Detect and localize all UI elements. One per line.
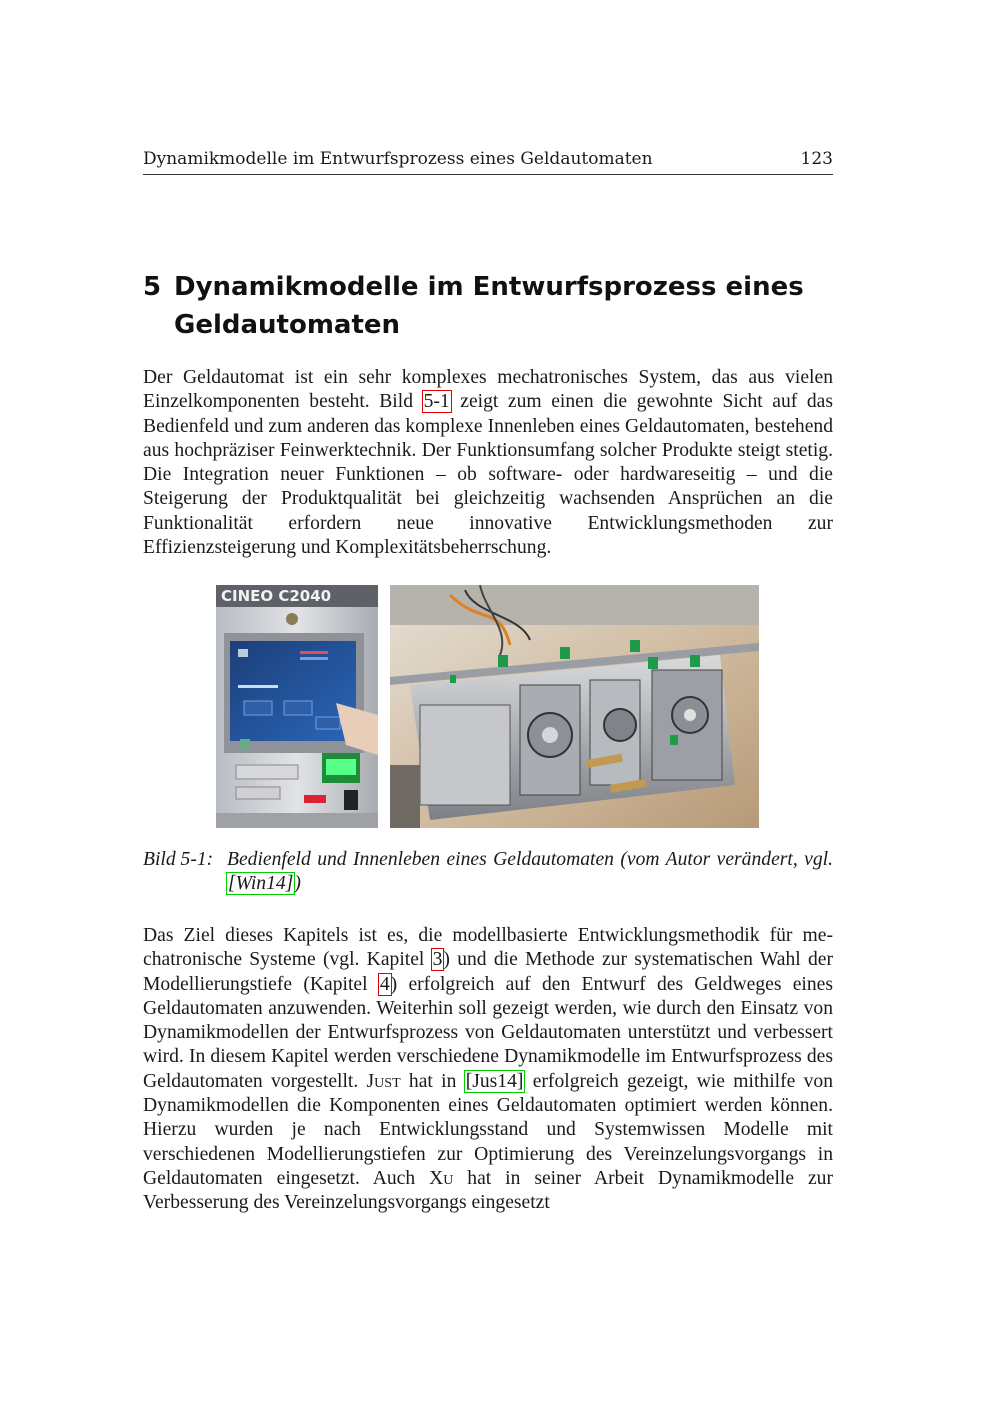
citation-link[interactable]: [Jus14] [465,1070,524,1092]
author-name: Just [366,1070,401,1092]
running-header [143,147,833,175]
caption-label: Bild 5-1: [143,849,214,870]
figure-ref-link[interactable]: 5-1 [423,391,450,413]
text-run: hat in [400,1070,465,1092]
atm-mechanism-photo [390,585,759,828]
paragraph-intro [143,366,833,560]
caption-text [227,848,833,897]
text-run: Das Ziel dieses Kapitels ist es, die modellbasierte Entwicklungsmethodik für mechatronische Systeme (vgl. Kapitel [143,925,833,971]
text-run: zeigt zum einen die gewohnte Sicht auf das Bedienfeld und zum anderen das komplexe Innenleben eines Geldautomaten, bestehend aus hochpräziser Feinwerktechnik. Der Funktionsumfang solcher Produkte steigt stetig. Die Integration neuer Funktionen – ob software- oder hardwareseitig – und die Steigerung der Produktqualität bei gleichzeitig wachsenden Ansprüchen an die Funktionalität erfordern neue innovative Entwicklungsmethoden zur Effizienzsteigerung und Komplexitätsbeherrschung. [143,391,833,559]
text-run: Der Geldautomat ist ein sehr komplexes mechatronisches System, das aus vielen Einzelkomponenten besteht. Bild [143,367,833,413]
chapter-title: Dynamikmodelle im Entwurfsprozess eines Geldautomaten [174,272,804,340]
page-number: 123 [800,149,833,169]
chapter-ref-link[interactable]: 4 [379,973,390,995]
text-run: ) und die Methode zur systematischen Wahl der Modellierungstiefe (Kapitel [143,949,833,995]
paragraph-goal [143,924,833,1216]
text-run: erfolgreich gezeigt, wie mithilfe von Dynamikmodellen die Komponenten eines Geldautomaten optimiert werden können. Hierzu wurden je nach Entwicklungsstand und Systemwissen Modelle mit verschiedenen Modellierungstiefen zur Optimierung des Vereinzelungsvorgangs in Geldautomaten eingesetzt. Auch [143,1070,834,1189]
text-run: ) erfolgreich auf den Entwurf des Geldweges eines Geldautomaten anzuwenden. Weiterhin soll gezeigt werden, wie durch den Einsatz von Dynamikmodellen der Entwurfsprozess von Geldautomaten unterstützt und verbessert wird. In diesem Kapitel werden verschiedene Dynamikmodelle im Entwurfsprozess des Geldautomaten vorgestellt. [143,973,833,1092]
citation-link[interactable]: [Win14] [228,873,294,895]
running-title: Dynamikmodelle im Entwurfsprozess eines Geldautomaten [143,149,653,169]
chapter-number: 5 [143,272,162,302]
atm-brand-text: CINEO C2040 [221,587,332,605]
author-name: Xu [429,1167,454,1189]
atm-front-photo [216,585,378,828]
text-run: Bedienfeld und Innenleben eines Geldautomaten (vom Autor verändert, vgl. [227,849,833,870]
text-run: hat in seiner Arbeit Dynamikmodelle zur Verbesserung des Vereinzelungsvorgangs eingesetzt [143,1167,833,1214]
chapter-ref-link[interactable]: 3 [432,949,443,971]
text-run: ) [294,873,301,895]
